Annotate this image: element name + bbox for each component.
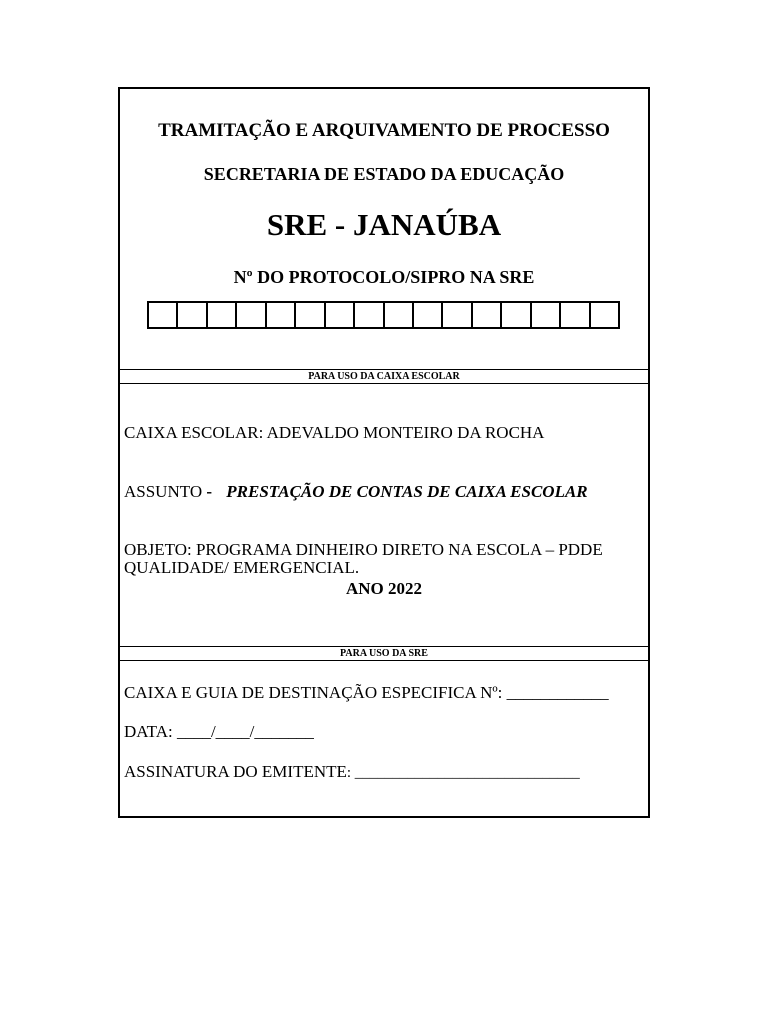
form-frame (118, 87, 650, 818)
assunto-label: ASSUNTO (124, 482, 203, 501)
section-bar-sre: PARA USO DA SRE (120, 646, 648, 661)
protocol-number-boxes (147, 301, 620, 329)
protocolo-label: Nº DO PROTOCOLO/SIPRO NA SRE (233, 267, 535, 287)
protocol-digit-box (267, 303, 296, 327)
caixa-escolar-line: CAIXA ESCOLAR: ADEVALDO MONTEIRO DA ROCHA (124, 423, 545, 442)
guia-destinacao-field: CAIXA E GUIA DE DESTINAÇÃO ESPECIFICA Nº: ____________ (124, 683, 609, 702)
sre-heading: SRE - JANAÚBA (266, 207, 502, 242)
protocol-digit-box (208, 303, 237, 327)
section-bar-caixa-escolar: PARA USO DA CAIXA ESCOLAR (120, 369, 648, 384)
protocol-digit-box (502, 303, 531, 327)
protocol-digit-box (414, 303, 443, 327)
secretaria-heading: SECRETARIA DE ESTADO DA EDUCAÇÃO (203, 164, 565, 184)
assunto-line (124, 482, 644, 502)
data-field: DATA: ____/____/_______ (124, 722, 314, 741)
protocol-digit-box (591, 303, 618, 327)
assinatura-line: : ______________________________ (346, 765, 580, 781)
protocol-digit-box (355, 303, 384, 327)
assinatura-label: ASSINATURA DO EMITENTE (124, 762, 347, 781)
assunto-value: PRESTAÇÃO DE CONTAS DE CAIXA ESCOLAR (226, 482, 588, 501)
assunto-dash: - (202, 482, 217, 501)
protocol-digit-box (178, 303, 207, 327)
protocol-digit-box (473, 303, 502, 327)
assinatura-field (124, 762, 644, 783)
objeto-text: OBJETO: PROGRAMA DINHEIRO DIRETO NA ESCOLA – PDDE QUALIDADE/ EMERGENCIAL. (124, 540, 603, 577)
protocol-digit-box (385, 303, 414, 327)
protocol-digit-box (149, 303, 178, 327)
form-title: TRAMITAÇÃO E ARQUIVAMENTO DE PROCESSO (158, 120, 610, 141)
protocol-digit-box (326, 303, 355, 327)
protocol-digit-box (237, 303, 266, 327)
protocol-digit-box (443, 303, 472, 327)
protocol-digit-box (296, 303, 325, 327)
protocol-digit-box (561, 303, 590, 327)
protocol-digit-box (532, 303, 561, 327)
ano-label: ANO 2022 (345, 579, 423, 598)
